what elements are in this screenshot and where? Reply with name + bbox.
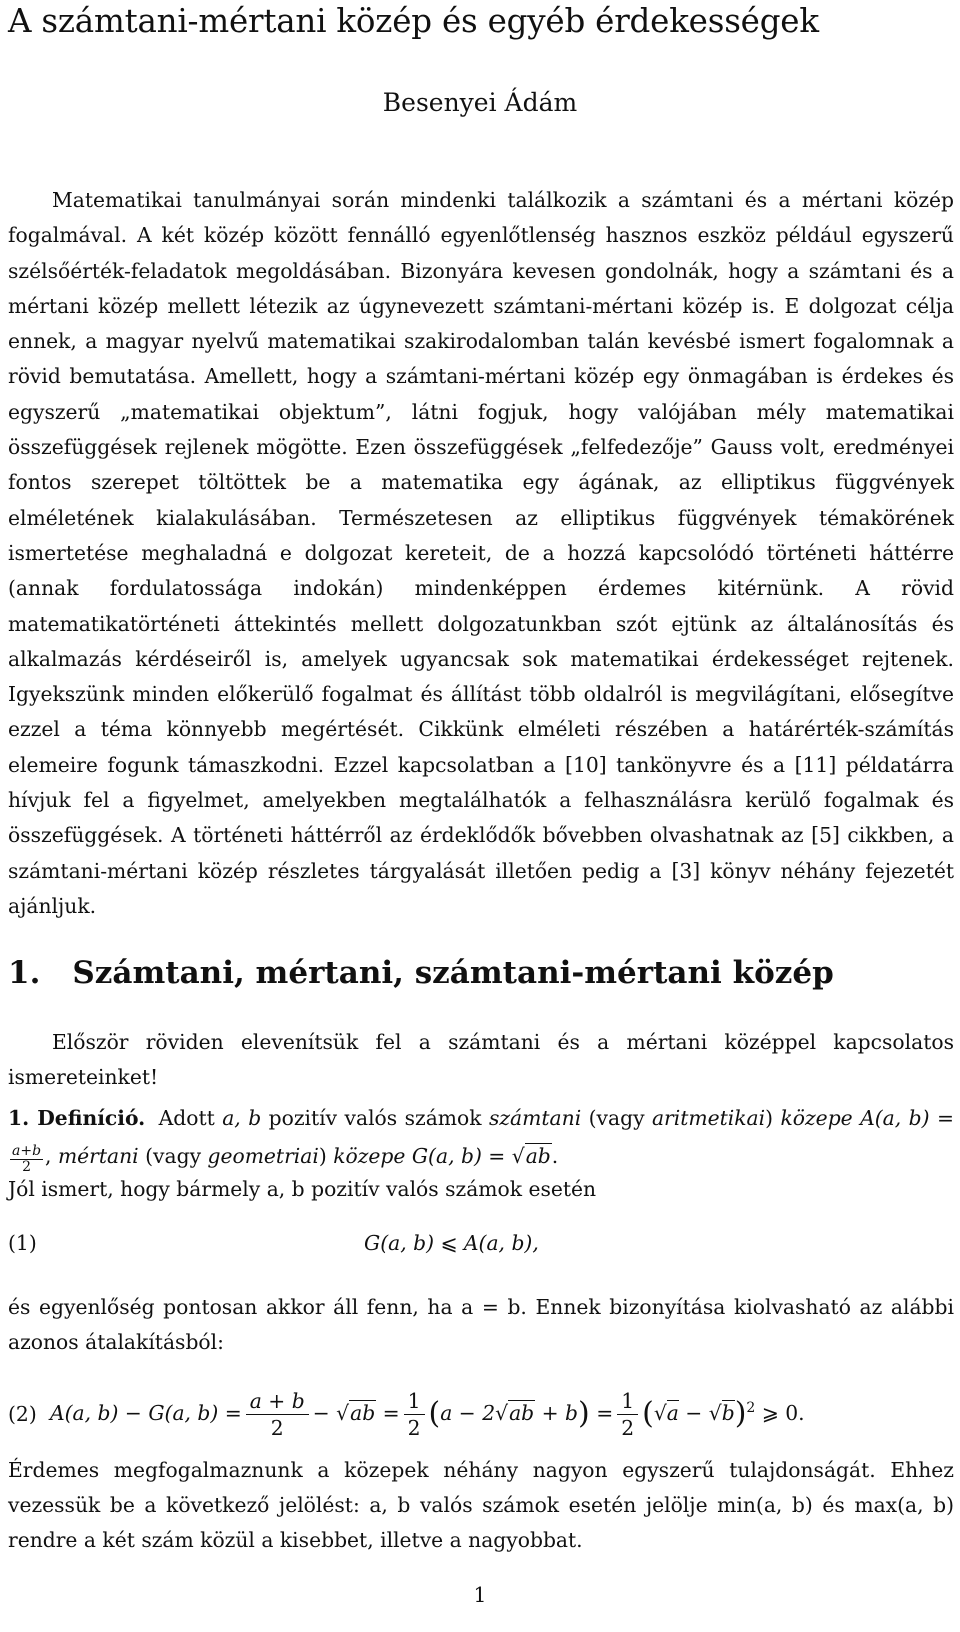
def-kozepe-1: közepe (780, 1106, 853, 1130)
equation-2-body (50, 1388, 805, 1441)
properties-paragraph: Érdemes megfogalmaznunk a közepek néhány nagyon egyszerű tulajdonságát. Ehhez vezessük be a következő jelölést: a, b valós számok esetén jelölje min(a, b) és max(a, b) rendre a két szám közül a kisebbet, illetve a nagyobbat. (8, 1458, 954, 1552)
def-text-2: pozitív valós számok (268, 1106, 482, 1130)
eq1-lhs: G(a, b) (364, 1231, 434, 1255)
eq2-inner-rest: + b (541, 1401, 579, 1425)
eq2-f2-den: 2 (407, 1416, 421, 1440)
eq2-equals-b: = (596, 1401, 614, 1425)
equation-1 (8, 1231, 954, 1271)
def-G-expression: G(a, b) = (411, 1144, 506, 1168)
def-var-ab: a, b (222, 1106, 262, 1130)
eq2-fraction-1 (246, 1388, 309, 1441)
eq2-f2-num: 1 (404, 1388, 425, 1415)
def-text-5: , (45, 1144, 52, 1168)
def-kozepe-2: közepe (333, 1144, 406, 1168)
def-geometriai: geometriai (207, 1144, 319, 1168)
eq2-f3-num: 1 (617, 1388, 638, 1415)
eq2-sqrt-a-symbol: √ (653, 1401, 667, 1425)
equation-1-number: (1) (8, 1231, 37, 1255)
def-text-4: ) (765, 1106, 774, 1130)
def-A-expression: A(a, b) = (860, 1106, 954, 1130)
eq2-f3-den: 2 (621, 1416, 635, 1440)
intro-paragraph: Először röviden elevenítsük fel a számtani és a mértani középpel kapcsolatos ismereteinket! (8, 1030, 954, 1089)
definition-1 (8, 1099, 954, 1175)
eq2-sqrt-b: b (721, 1401, 735, 1425)
eq2-fraction-3 (617, 1388, 638, 1441)
def-text-6: (vagy (145, 1144, 202, 1168)
eq2-paren-close: ) (578, 1396, 590, 1431)
definition-label: 1. Definíció. (8, 1106, 146, 1130)
def-text-7: ) (318, 1144, 327, 1168)
def-szamtani: számtani (488, 1106, 582, 1130)
equation-2 (8, 1388, 954, 1444)
paper-title: A számtani-mértani közép és egyéb érdekességek (8, 2, 819, 40)
eq2-f1-num: a + b (246, 1388, 309, 1415)
eq2-paren2-open: ( (642, 1396, 654, 1431)
fraction-numerator: a+b (12, 1142, 42, 1159)
eq2-inner: a − 2√ (440, 1401, 509, 1425)
eq2-sqrt-b-symbol: √ (708, 1401, 722, 1425)
eq2-power: 2 (746, 1400, 756, 1417)
page-number: 1 (473, 1583, 487, 1607)
eq2-f1-den: 2 (270, 1416, 284, 1440)
def-aritmetikai: aritmetikai (651, 1106, 766, 1130)
section-number: 1. (8, 955, 41, 991)
eq1-relation: ⩽ (440, 1231, 458, 1255)
sqrt-symbol: √ (511, 1144, 525, 1168)
sqrt-ab (512, 1143, 552, 1168)
def-text-8: . (551, 1144, 559, 1168)
eq1-rhs: A(a, b), (463, 1231, 539, 1255)
known-statement: Jól ismert, hogy bármely a, b pozitív valós számok esetén (8, 1177, 597, 1201)
fraction-denominator: 2 (22, 1158, 31, 1175)
eq2-tail: ⩾ 0. (761, 1401, 805, 1425)
eq2-lhs: A(a, b) − G(a, b) = (50, 1401, 242, 1425)
abstract-paragraph: Matematikai tanulmányai során mindenki találkozik a számtani és a mértani közép fogalmával. A két közép között fennálló egyenlőtlenség hasznos eszköz például egyszerű szélsőérték-feladatok megoldásában. Bizonyára kevesen gondolnák, hogy a számtani és a mértani közép mellett létezik az úgynevezett számtani-mértani közép is. E dolgozat célja ennek, a magyar nyelvű matematikai szakirodalomban talán kevésbé ismert fogalomnak a rövid bemutatása. Amellett, hogy a számtani-mértani közép egy önmagában is érdekes és egyszerű „matematikai objektum”, látni fogjuk, hogy valójában mély matematikai összefüggések rejlenek mögötte. Ezen összefüggések „felfedezője” Gauss volt, eredményei fontos szerepet töltöttek be a matematika egy ágának, az elliptikus függvények elméletének kialakulásában. Természetesen az elliptikus függvények témakörének ismertetése meghaladná e dolgozat kereteit, de a hozzá kapcsolódó történeti háttérre (annak fordulatossága indokán) mindenképpen érdemes kitérnünk. A rövid matematikatörténeti áttekintés mellett dolgozatunkban szót ejtünk az általánosítás és alkalmazás kérdéseiről is, amelyek ugyancsak sok matematikai érdekességet rejtenek. Igyekszünk minden előkerülő fogalmat és állítást több oldalról is megvilágítani, elősegítve ezzel a téma könnyebb megértését. Cikkünk elméleti részében a határérték-számítás elemeire fogunk támaszkodni. Ezzel kapcsolatban a [10] tankönyvre és a [11] példatárra hívjuk fel a figyelmet, amelyekben megtalálhatók a felhasználásra kerülő fogalmak és összefüggések. A történeti háttérről az érdeklődők bővebben olvashatnak az [5] cikkben, a számtani-mértani közép részletes tárgyalását illetően pedig a [3] könyv néhány fejezetét ajánljuk. (8, 188, 954, 918)
eq2-minus: − (685, 1401, 703, 1425)
equation-2-number: (2) (8, 1402, 37, 1426)
def-text-3: (vagy (588, 1106, 645, 1130)
author-name: Besenyei Ádám (382, 88, 578, 117)
eq2-equals-a: = (382, 1401, 400, 1425)
arithmetic-mean-fraction (10, 1144, 43, 1175)
section-title: Számtani, mértani, számtani-mértani közép (72, 955, 834, 991)
eq2-paren2-close: ) (734, 1396, 747, 1431)
eq2-paren-open: ( (428, 1396, 441, 1431)
eq2-sqrt-ab: ab (350, 1401, 376, 1425)
equality-statement: és egyenlőség pontosan akkor áll fenn, ha a = b. Ennek bizonyítása kiolvasható az alábbi azonos átalakításból: (8, 1295, 954, 1354)
sqrt-argument: ab (525, 1144, 551, 1168)
eq2-sqrt-a: a (666, 1401, 679, 1425)
def-text-1: Adott (158, 1106, 215, 1130)
equation-1-body (364, 1231, 539, 1255)
eq2-inner-sqrt: ab (509, 1401, 535, 1425)
def-mertani: mértani (57, 1144, 139, 1168)
section-heading (8, 955, 954, 991)
eq2-minus-sqrt: − √ (312, 1401, 350, 1425)
eq2-fraction-2 (404, 1388, 425, 1441)
